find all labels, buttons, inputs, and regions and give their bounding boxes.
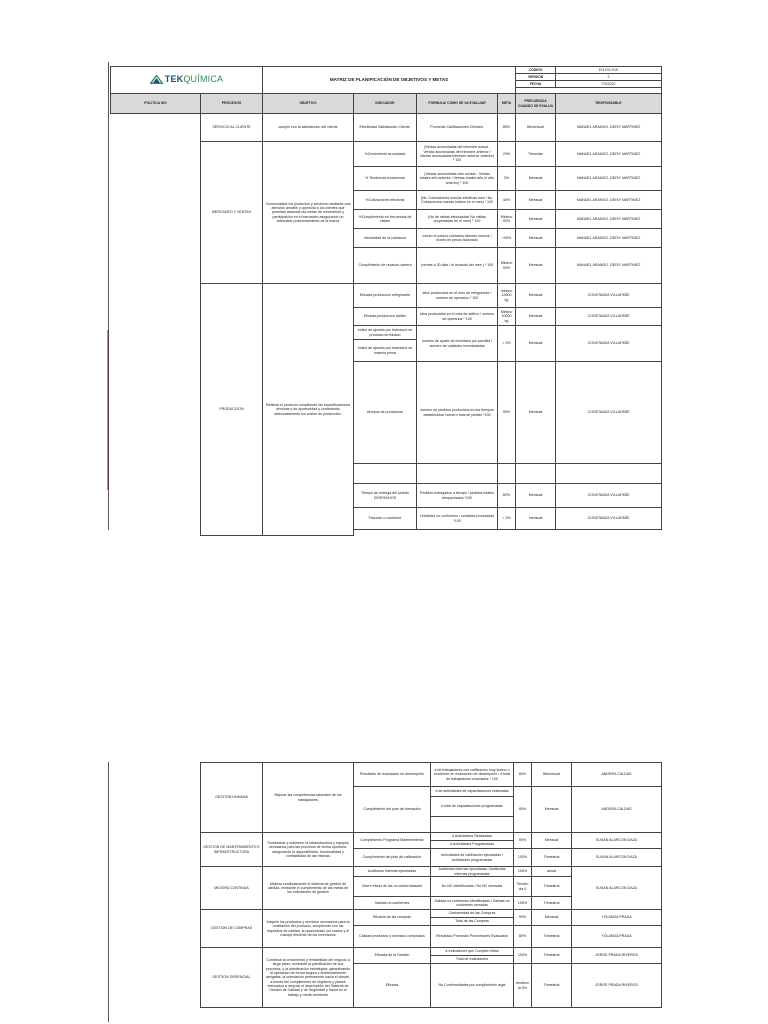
objetivo-gerencial: Contribuir al crecimiento y rentabilidad del negocio a largo plazo, mediante la planificación de sus procesos, y la planificación estratégica, garantizando la operación de forma segura y ambientalmente amigable, la orientación permanente hacia el cliente, a través del cumplimiento de objetivos y planes enfocados a mejorar el desempeño del Sistema de Gestión de Calidad y de Seguridad y Salud en el trabajo y medio ambiente [263,948,354,1008]
formula-cell: (ventas a 30 dias / el recaudo del mes ) * 100 [417,248,498,284]
responsable-cell: MANUEL ARANGO -DEISY MARTINEZ [556,210,662,229]
indicador-cell: %Cumplimiento en frecuencia de visitas [354,210,417,229]
indicador-cell: tiempos de produccion [354,362,417,464]
proceso-compras: GESTION DE COMPRAS [201,910,263,948]
logo-text-b: QUÍMICA [183,74,224,85]
frecuencia-cell: Mensual [516,167,556,191]
meta-cell: 85% [498,114,516,142]
formula-cell: # Actividades Programadas [431,841,514,849]
indicador-cell: Indice de ajustes por inventario de producto terminado [354,326,417,340]
frecuencia-cell: mensual [516,508,556,530]
indicador-cell: Eficacia produccion refrigerante [354,284,417,308]
formula-cell: numero de ajuste de inventario por perdida / numero de unidades inventariadas [417,326,498,362]
frecuencia-cell: Mensual [516,362,556,464]
indicador-cell: Fracción o conforme [354,508,417,530]
frecuencia-cell: Trimestral [532,877,572,897]
responsable-cell: MANUEL ARANGO -DEISY MARTINEZ [556,191,662,210]
frecuencia-cell: Mensual [516,229,556,248]
formula-cell: monto en pesos cobrados clientes nuevos / monto en pesos facturado [417,229,498,248]
matrix-table-page1 [110,66,662,536]
frecuencia-cell: Mensual [516,484,556,508]
responsable-cell: YOLANDA PRADA [572,926,662,948]
proceso-mantenimiento: GESTION DE MANTENIMIENTO E INFRAESTRUCTURA [201,833,263,867]
responsable-cell: MANUEL ARANGO -DEISY MARTINEZ [556,142,662,167]
politica-cell [111,114,201,536]
indicador-cell: Salidas no conformes [354,897,431,910]
meta-cell: 100% [514,948,532,964]
formula-cell: (No de visitas efectuadas/ No visitas proyectadas en el mes) * 100 [417,210,498,229]
frecuencia-cell: Bimensual [516,114,556,142]
responsable-cell: SUSAN ALARCON DAZA [572,833,662,849]
objetivo-produccion: Realizar el producto cumpliendo las especificaciones técnicas y de oportunidad y controlando adecuadamente los costos de producción. [263,284,354,536]
responsable-cell: CONSTANZA VILLAFAÑE [556,308,662,326]
col-politica: POLITICA SIG [111,94,201,114]
indicador-cell: Eficacia de la Gestión [354,948,431,964]
meta-cell: 80% [498,484,516,508]
indicador-cell: % Tendencia crecimiento [354,167,417,191]
meta-cell: 100% [514,897,532,910]
triangle-logo-icon [150,75,163,84]
formula-cell: Total de las Compras [431,918,514,926]
indicador-cell: Resultado de evaluacion de desempeño [354,763,431,787]
objetivo-mejora: Mejorar continuamente el sistema de gestión de calidad, mediante el cumplimiento de las metas de los indicadores de gestión [263,867,354,910]
proceso-produccion: PRODUCCION [201,284,263,536]
indicador-cell: Cumplimiento de recaudo cartera [354,248,417,284]
proceso-gerencial: GESTION GERENCIAL [201,948,263,1008]
objetivo-mercadeo: Comercializar los productos y servicios mediante una atención amable y oportuna a los clientes que permitan alcanzar las metas de crecimiento y participación en el mercadeo asegurando un adecuado posicionamiento de la marca [263,142,354,284]
indicador-cell: Eficacia de las compras [354,910,431,926]
responsable-cell: SUSAN ALARCON DAZA [572,849,662,867]
formula-cell: No Conformidades por cumplimiento legal [431,964,514,1008]
responsable-cell: CONSTANZA VILLAFAÑE [556,484,662,508]
objetivo-mantenimiento: Suministrar y mantener la infraestructura y equipos necesarios para las procesos de forma oportuna, asegurando la disponibilidad, funcionalidad y confiabilidad de las mismas [263,833,354,867]
responsable-cell: ANDREA CALDAS [572,763,662,787]
col-responsable: RESPONSABLE [556,94,662,114]
frecuencia-cell: Mensual [516,191,556,210]
frecuencia-cell: Trimestral [532,897,572,910]
indicador-cell: Tiempo de entrega del pedido DESPACHOS [354,484,417,508]
meta-cell: 90% [514,833,532,849]
formula-cell: # Indicadores que Cumplen Meta [431,948,514,956]
meta-cell: 80% [514,926,532,948]
frecuencia-cell: anual [532,867,572,877]
meta-cell: 20% [498,142,516,167]
indicador-cell: Calidad productos o servicios comprados [354,926,431,948]
responsable-cell: ANDREA CALDAS [572,787,662,833]
proceso-mercadeo: MERCADEO Y VENTAS [201,142,263,284]
meta-cell: 80% [514,763,532,787]
codigo-label: CÓDIGO [516,67,556,74]
formula-cell: # total de capacitaciones programadas [431,797,514,817]
indicador-cell: Cumplimiento del plan de formación [354,787,431,833]
empty-cell [498,464,516,484]
responsable-cell: MANUEL ARANGO -DEISY MARTINEZ [556,114,662,142]
meta-cell: Minimo 10000 kg [498,308,516,326]
logo-text-a: TEK [164,74,184,85]
responsable-cell: CONSTANZA VILLAFAÑE [556,326,662,362]
formula-cell: (Ventas acumuladas del trimestre actual - Ventas acumuladas del trimestre anterior / Ventas acumuladas trimestre anterior anterior) * 100 [417,142,498,167]
formula-cell: Promedio Calificaciones Clientes. [417,114,498,142]
formula-cell: Conformidad de las Compras [431,910,514,918]
fecha-value: 7/3/2022 [556,81,662,88]
formula-cell: No NC identificadas / No NC cerradas [431,877,514,897]
meta-cell: minimo 12600 kg [498,284,516,308]
logo-cell [111,67,263,94]
meta-cell: 100% [514,867,532,877]
col-frecuencia: FRECUENCIA CUANDO SE EVALUA [516,94,556,114]
margin-marker [107,330,109,490]
matrix-table-page2 [200,762,662,1008]
meta-cell: Minimo 90% [498,248,516,284]
indicador-cell: Eficacia [354,964,431,1008]
formula-cell: Pedidos entregados a tiempo / pedidos totales despachados *100 [417,484,498,508]
version-label: VERSIÓN [516,74,556,81]
frecuencia-cell: Trimestral [532,948,572,964]
version-value: 2 [556,74,662,81]
responsable-cell: CONSTANZA VILLAFAÑE [556,508,662,530]
empty-cell [431,817,514,833]
meta-cell: Tendencia 0 [514,877,532,897]
meta-cell: < 3% [498,326,516,362]
formula-cell: numero de pedidos producidos en los tiempos establecidos/ numero total de pedido *100 [417,362,498,464]
meta-cell: 3% [498,167,516,191]
meta-cell: 100% [514,849,532,867]
responsable-cell: MANUEL ARANGO -DEISY MARTINEZ [556,229,662,248]
responsable-cell: SUSAN ALARCON DAZA [572,867,662,910]
col-objetivo: OBJETIVO [263,94,354,114]
meta-cell: 80% [514,787,532,833]
proceso-mejora: MEJORA CONTINUA [201,867,263,910]
left-margin-line-2 [108,762,109,1022]
frecuencia-cell: Mensual [532,833,572,849]
formula-cell: Unidades no conformes / unidades producidas *100 [417,508,498,530]
indicador-cell: %Crecimiento acumulado [354,142,417,167]
indicador-cell: Cumplimiento del plan de calibración [354,849,431,867]
document-title: MATRIZ DE PLANIFICACIÓN DE OBJETIVOS Y METAS [263,67,516,94]
frecuencia-cell: Mensual [516,210,556,229]
meta-cell: 95% [498,362,516,464]
responsable-cell: CONSTANZA VILLAFAÑE [556,284,662,308]
responsable-cell: JORGE PRADA RIVEROS [572,948,662,964]
frecuencia-cell: Mensual [532,910,572,926]
col-formula: FORMULA/ COMO SE VA EVALUAR [417,94,498,114]
proceso-humana: GESTION HUMANA [201,763,263,833]
formula-cell: # de trabajadores con calificacion muy bueno o excelente en evaluación de desempeño / # total de trabajadores evaluados * 100 [431,763,514,787]
company-logo [150,75,224,84]
responsable-cell: MANUEL ARANGO -DEISY MARTINEZ [556,167,662,191]
formula-cell: # de actividades de capacitaciones realizadas [431,787,514,797]
indicador-cell: Indice de ajustes por inventario de materia prima [354,340,417,362]
objetivo-servicio: cumplir con la satisfaccion del cliente [263,114,354,142]
formula-cell: kilos producidos en el mes de refrigerante / numero de operarios * 100 [417,284,498,308]
responsable-cell: CONSTANZA VILLAFAÑE [556,362,662,464]
formula-cell: Resultado Promedio Proveedores Evaluados [431,926,514,948]
formula-cell: kilos producidos en el mes de aditivo / numero de operarios * 100 [417,308,498,326]
frecuencia-cell: Mensual [532,787,572,833]
formula-cell: Actividades de calibración ejecutadas / Actividades programadas [431,849,514,867]
formula-cell: (Ventas acumuladas año corrido - Ventas totales año anterior / Ventas totales año el año anterior) * 100 [417,167,498,191]
formula-cell: Auditorias internas ejecutadas / Auditorias internas programadas [431,867,514,877]
meta-cell: 90% [514,910,532,926]
frecuencia-cell: Mensual [516,326,556,362]
frecuencia-cell: Bimensual [532,763,572,787]
empty-cell [516,464,556,484]
meta-cell: < 2% [498,508,516,530]
empty-cell [354,464,417,484]
frecuencia-cell: Mensual [516,308,556,326]
col-indicador: INDICADOR [354,94,417,114]
bottom-spacer [354,530,662,536]
formula-cell: # Actividades Realizadas [431,833,514,841]
frecuencia-cell: Trimestral [532,926,572,948]
responsable-cell: MANUEL ARANGO -DEISY MARTINEZ [556,248,662,284]
indicador-cell: Auditorias internas ejecutadas [354,867,431,877]
objetivo-compras: Adquirir los productos y servicios necesarios para la realización del producto, cumpliendo con los requisitos de calidad, la oportunidad, los costos y el manejo eficiente de los inventarios [263,910,354,948]
indicador-cell: efectividad de la cobranza [354,229,417,248]
formula-cell: (No. Cotizaciones nuevas efectivas mes / No. Cotizaciones nuevas totales en el mes) * 100 [417,191,498,210]
meta-cell: tendencia 0% [514,964,532,1008]
meta-cell: Minimo 90% [498,210,516,229]
proceso-servicio: SERVICIO AL CLIENTE [201,114,263,142]
empty-cell [556,464,662,484]
codigo-value: EG-DG-019 [556,67,662,74]
indicador-cell: Cumplimiento Programa Mantenimiento [354,833,431,849]
frecuencia-cell: Mensual [516,248,556,284]
empty-cell [417,464,498,484]
col-procesos: PROCESOS [201,94,263,114]
indicador-cell: %Cotizaciones efectivas [354,191,417,210]
responsable-cell: JORGE PRADA RIVEROS [572,964,662,1008]
meta-cell: 40% [498,191,516,210]
meta-cell: >90% [498,229,516,248]
formula-cell: Total de Indicadores [431,956,514,964]
formula-cell: Salidas no conformes identificadas / Salidas no conformes cerradas [431,897,514,910]
indicador-cell: Efectividad Satisfacción Cliente. [354,114,417,142]
objetivo-humana: Mejorar las competencias laborales de los trabajadores [263,763,354,833]
responsable-cell: YOLANDA PRADA [572,910,662,926]
frecuencia-cell: Trimestral [532,849,572,867]
frecuencia-cell: Trimestral [532,964,572,1008]
col-meta: META [498,94,516,114]
indicador-cell: Cierre eficaz de las no conformidades [354,877,431,897]
frecuencia-cell: Mensual [516,284,556,308]
fecha-label: FECHA [516,81,556,88]
indicador-cell: Eficacia produccion aditivo [354,308,417,326]
frecuencia-cell: Trimestre [516,142,556,167]
